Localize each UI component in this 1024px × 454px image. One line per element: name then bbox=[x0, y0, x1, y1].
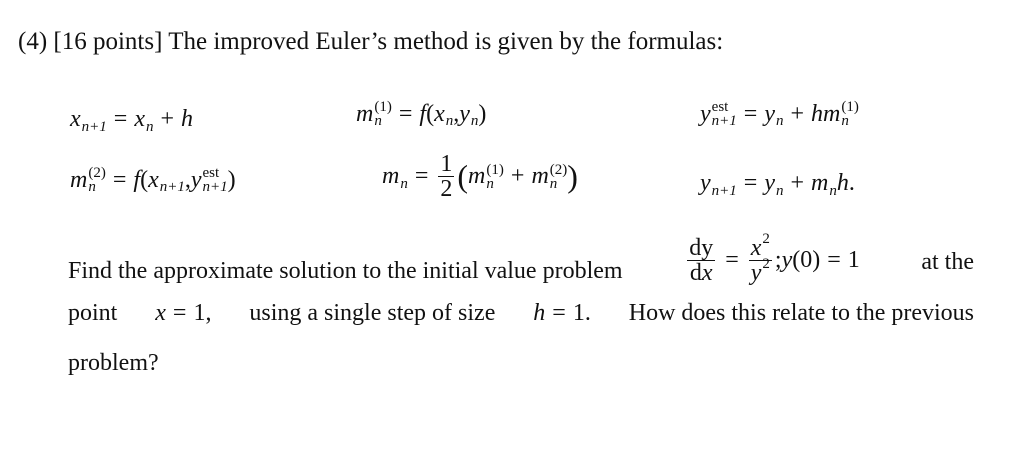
math-token bbox=[700, 170, 737, 197]
formula-y-est bbox=[700, 100, 859, 128]
math-symbol: 1, bbox=[193, 300, 212, 326]
math-symbol: x bbox=[750, 235, 762, 261]
math-scripts bbox=[374, 100, 392, 128]
math-operator: = bbox=[414, 163, 429, 189]
math-token bbox=[775, 247, 782, 274]
math-token bbox=[140, 167, 148, 194]
formula-m1 bbox=[356, 100, 486, 128]
problem-text: at the bbox=[921, 249, 974, 275]
subscript: n bbox=[88, 179, 96, 195]
math-token bbox=[702, 261, 713, 285]
math-scripts bbox=[88, 166, 106, 194]
math-token bbox=[382, 163, 408, 190]
fraction-denominator bbox=[750, 256, 770, 286]
math-symbol: f bbox=[419, 100, 427, 127]
math-token bbox=[228, 167, 236, 194]
math-token bbox=[193, 300, 211, 327]
subscript: n bbox=[829, 182, 837, 199]
subscript: n bbox=[445, 113, 454, 129]
math-operator: = bbox=[112, 166, 127, 193]
math-scripts bbox=[712, 184, 737, 198]
math-token bbox=[811, 170, 837, 197]
math-symbol: y bbox=[700, 100, 711, 127]
math-token bbox=[133, 167, 140, 194]
math-symbol: h bbox=[811, 100, 824, 127]
math-token bbox=[457, 158, 468, 195]
math-token bbox=[533, 300, 545, 327]
math-token bbox=[356, 100, 392, 128]
math-token bbox=[531, 163, 567, 191]
superscript: (1) bbox=[841, 99, 859, 115]
math-token bbox=[750, 256, 770, 286]
subscript: n+1 bbox=[159, 179, 185, 195]
math-operator: + bbox=[510, 163, 525, 189]
subscript: n bbox=[400, 175, 408, 192]
superscript: (1) bbox=[486, 161, 504, 178]
math-x-eq bbox=[155, 300, 211, 327]
math-scripts bbox=[160, 180, 185, 194]
math-fraction bbox=[749, 231, 772, 286]
math-operator: + bbox=[790, 100, 805, 127]
superscript: (2) bbox=[549, 161, 568, 178]
subscript: n+1 bbox=[711, 113, 737, 129]
formula-y-next bbox=[700, 170, 855, 197]
math-symbol: y bbox=[750, 260, 762, 286]
math-token bbox=[700, 100, 737, 128]
problem-text: point bbox=[68, 300, 118, 326]
math-symbol: y bbox=[764, 100, 775, 127]
math-operator: + bbox=[160, 106, 175, 132]
math-symbol: m bbox=[70, 166, 88, 193]
math-symbol: ( bbox=[426, 100, 435, 127]
superscript: 2 bbox=[762, 256, 770, 272]
superscript: 2 bbox=[762, 231, 770, 247]
math-scripts bbox=[829, 184, 837, 198]
fraction-denominator bbox=[690, 261, 713, 285]
math-operator: = bbox=[743, 100, 758, 127]
math-token bbox=[148, 167, 185, 194]
math-symbol: m bbox=[811, 170, 829, 196]
subscript: n bbox=[775, 182, 784, 199]
subscript: n bbox=[841, 113, 849, 129]
math-symbol: ( bbox=[457, 158, 469, 194]
math-scripts bbox=[203, 166, 228, 194]
problem-text: How does this relate to the previous bbox=[628, 300, 974, 326]
math-scripts bbox=[82, 120, 107, 134]
math-symbol: y bbox=[781, 247, 793, 273]
math-symbol: y bbox=[459, 100, 470, 127]
math-token bbox=[70, 166, 106, 194]
math-symbol: m bbox=[823, 100, 841, 127]
math-scripts bbox=[776, 184, 784, 198]
math-token bbox=[459, 101, 478, 128]
math-token bbox=[849, 170, 855, 197]
math-fraction bbox=[438, 152, 454, 201]
math-symbol: d bbox=[689, 260, 702, 286]
subscript: n+1 bbox=[81, 118, 107, 135]
formula-m2 bbox=[70, 166, 236, 194]
subscript: n bbox=[470, 113, 479, 129]
math-token bbox=[155, 300, 166, 327]
math-token bbox=[573, 300, 591, 327]
math-operator: = bbox=[725, 247, 739, 273]
math-h-eq bbox=[533, 300, 591, 327]
math-symbol: x bbox=[701, 260, 713, 286]
math-symbol: y bbox=[764, 170, 775, 196]
math-scripts bbox=[486, 163, 504, 191]
math-symbol: h bbox=[533, 300, 546, 326]
math-symbol: ) bbox=[567, 158, 578, 194]
superscript: (2) bbox=[88, 165, 106, 181]
math-operator: = bbox=[172, 300, 187, 326]
math-operator: = bbox=[743, 170, 758, 196]
fraction-numerator bbox=[687, 236, 715, 261]
math-scripts bbox=[762, 257, 770, 271]
math-token bbox=[764, 101, 783, 128]
math-symbol: ; bbox=[774, 247, 782, 273]
math-token bbox=[419, 101, 426, 128]
problem-heading: (4) [16 points] The improved Euler’s method is given by the formulas: bbox=[18, 28, 724, 55]
math-token bbox=[837, 170, 849, 197]
math-symbol: x bbox=[134, 106, 145, 132]
formula-m-average bbox=[382, 152, 578, 201]
math-symbol: m bbox=[468, 163, 486, 189]
math-scripts bbox=[550, 163, 568, 191]
math-symbol: , bbox=[184, 166, 191, 193]
problem-text: Find the approximate solution to the initial value problem bbox=[68, 258, 623, 284]
subscript: n bbox=[775, 113, 784, 129]
subscript: n+1 bbox=[711, 182, 737, 199]
ode-equation bbox=[684, 231, 860, 286]
math-token bbox=[434, 101, 453, 128]
math-symbol: 1 bbox=[440, 151, 453, 177]
math-symbol: y bbox=[190, 166, 202, 193]
math-fraction bbox=[687, 236, 715, 285]
math-symbol: f bbox=[133, 166, 141, 193]
math-operator: = bbox=[827, 247, 841, 273]
math-token bbox=[440, 177, 452, 201]
math-scripts bbox=[762, 232, 770, 246]
math-operator: = bbox=[552, 300, 566, 326]
superscript: (1) bbox=[374, 99, 392, 115]
math-token bbox=[426, 101, 434, 128]
math-token bbox=[478, 101, 486, 128]
math-token bbox=[823, 100, 859, 128]
formula-x-next bbox=[70, 106, 193, 133]
math-symbol: , bbox=[453, 100, 460, 127]
math-token bbox=[181, 106, 193, 133]
math-operator: = bbox=[113, 106, 128, 132]
math-scripts bbox=[776, 114, 784, 128]
math-token bbox=[782, 247, 793, 274]
math-symbol: y bbox=[700, 170, 711, 196]
math-symbol: 1. bbox=[572, 300, 591, 326]
math-symbol: ( bbox=[140, 166, 149, 193]
math-symbol: (0) bbox=[792, 247, 821, 273]
problem-text: problem? bbox=[68, 350, 159, 376]
math-symbol: 2 bbox=[440, 176, 453, 202]
math-token bbox=[764, 170, 783, 197]
math-symbol: h bbox=[836, 170, 849, 196]
math-scripts bbox=[712, 100, 737, 128]
problem-line-1 bbox=[68, 231, 974, 286]
math-token bbox=[792, 247, 820, 274]
math-symbol: dy bbox=[689, 235, 714, 261]
math-symbol: x bbox=[148, 166, 159, 193]
math-symbol: . bbox=[848, 170, 855, 196]
math-scripts bbox=[146, 120, 154, 134]
problem-line-2 bbox=[68, 300, 974, 327]
math-token bbox=[848, 247, 860, 274]
math-token bbox=[70, 106, 107, 133]
math-symbol: h bbox=[181, 106, 194, 132]
problem-text: using a single step of size bbox=[249, 300, 496, 326]
fraction-denominator bbox=[440, 177, 452, 201]
math-symbol: x bbox=[70, 106, 81, 132]
subscript: n bbox=[549, 175, 558, 192]
math-symbol: 1 bbox=[847, 247, 860, 273]
math-token bbox=[191, 166, 228, 194]
math-symbol: ) bbox=[227, 166, 236, 193]
math-operator: = bbox=[398, 100, 413, 127]
math-symbol: m bbox=[531, 163, 549, 189]
math-token bbox=[811, 101, 823, 128]
math-operator: + bbox=[790, 170, 805, 196]
math-token bbox=[468, 163, 504, 191]
math-symbol: m bbox=[356, 100, 374, 127]
math-token bbox=[134, 106, 153, 133]
subscript: n bbox=[374, 113, 382, 129]
math-scripts bbox=[471, 114, 479, 128]
subscript: n bbox=[145, 118, 154, 135]
problem-line-3 bbox=[68, 350, 159, 377]
math-symbol: x bbox=[155, 300, 166, 326]
math-scripts bbox=[446, 114, 454, 128]
superscript: est bbox=[711, 99, 729, 115]
math-token bbox=[689, 236, 713, 260]
math-symbol: x bbox=[434, 100, 445, 127]
superscript: est bbox=[202, 165, 220, 181]
subscript: n+1 bbox=[202, 179, 228, 195]
subscript: n bbox=[486, 175, 494, 192]
math-symbol: ) bbox=[478, 100, 487, 127]
math-symbol: m bbox=[382, 163, 400, 189]
math-scripts bbox=[841, 100, 859, 128]
fraction-numerator bbox=[438, 152, 454, 177]
math-token bbox=[440, 152, 452, 176]
math-token bbox=[690, 261, 702, 285]
math-token bbox=[567, 158, 578, 195]
math-scripts bbox=[400, 177, 408, 191]
